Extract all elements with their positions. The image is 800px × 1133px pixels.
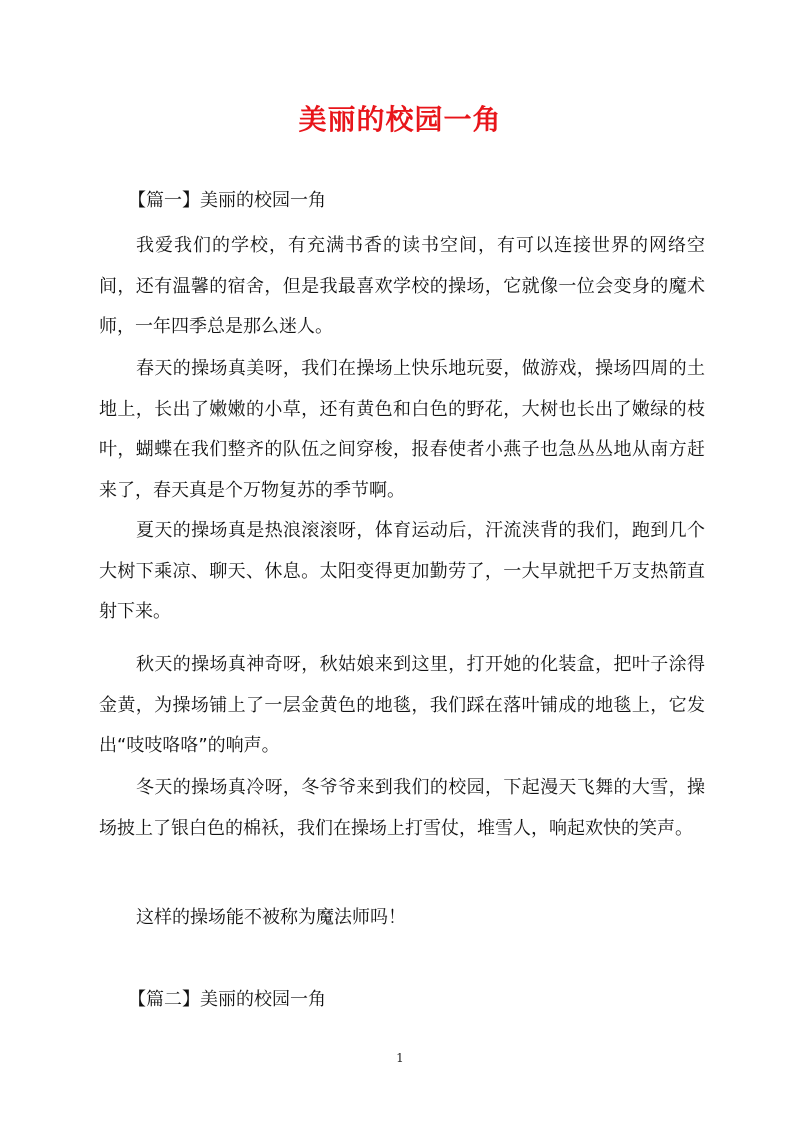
paragraph-winter: 冬天的操场真冷呀，冬爷爷来到我们的校园，下起漫天飞舞的大雪，操场披上了银白色的棉袄，我们在操场上打雪仗，堆雪人，响起欢快的笑声。	[99, 777, 705, 839]
section-heading-2: 【篇二】美丽的校园一角	[128, 989, 326, 1010]
document-title: 美丽的校园一角	[298, 103, 502, 136]
paragraph-summer: 夏天的操场真是热浪滚滚呀，体育运动后，汗流浃背的我们，跑到几个大树下乘凉、聊天、休息。太阳变得更加勤劳了，一大早就把千万支热箭直射下来。	[99, 520, 705, 622]
paragraph-intro: 我爱我们的学校，有充满书香的读书空间，有可以连接世界的网络空间，还有温馨的宿舍，但是我最喜欢学校的操场，它就像一位会变身的魔术师，一年四季总是那么迷人。	[99, 235, 705, 337]
page-number: 1	[396, 1051, 404, 1065]
paragraph-spring: 春天的操场真美呀，我们在操场上快乐地玩耍，做游戏，操场四周的土地上，长出了嫩嫩的小草，还有黄色和白色的野花，大树也长出了嫩绿的枝叶，蝴蝶在我们整齐的队伍之间穿梭，报春使者小燕子也急丛丛地从南方赶来了，春天真是个万物复苏的季节啊。	[99, 358, 705, 501]
section-heading-1: 【篇一】美丽的校园一角	[128, 190, 326, 211]
paragraph-autumn: 秋天的操场真神奇呀，秋姑娘来到这里，打开她的化装盒，把叶子涂得金黄，为操场铺上了一层金黄色的地毯，我们踩在落叶铺成的地毯上，它发出“吱吱咯咯”的响声。	[99, 654, 705, 756]
paragraph-conclusion: 这样的操场能不被称为魔法师吗！	[136, 907, 406, 928]
